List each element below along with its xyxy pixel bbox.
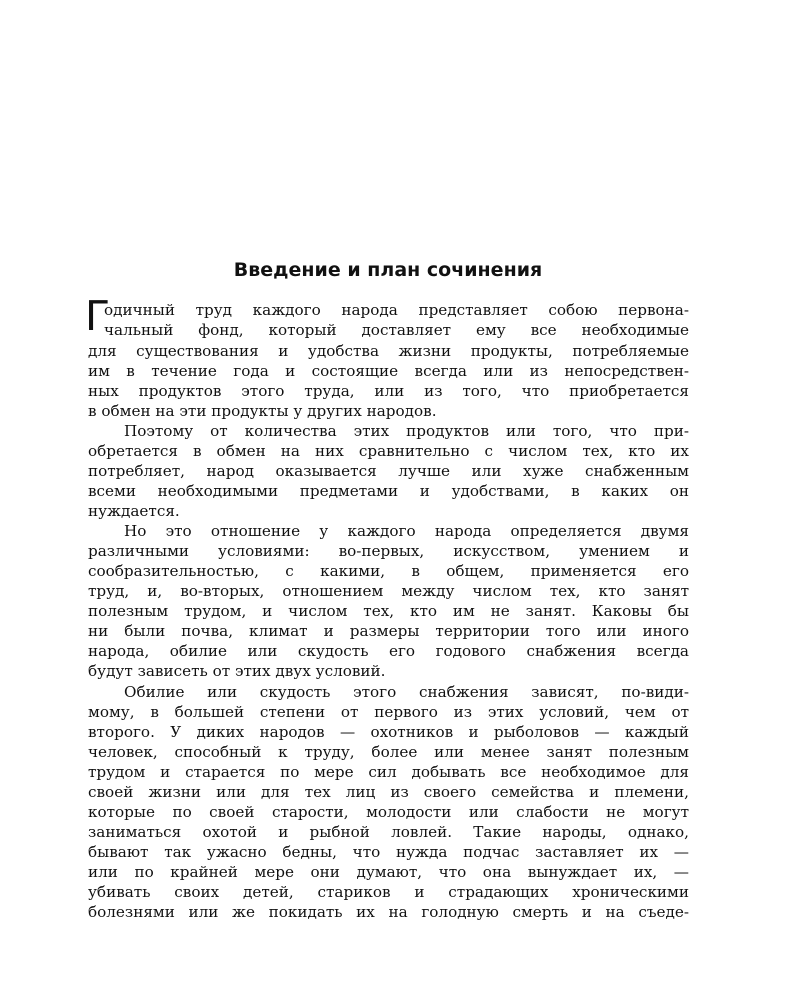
text-line: обретается в обмен на них сравнительно с числом тех, кто их bbox=[88, 442, 689, 460]
text-line: трудом и старается по мере сил добывать все необходимое для bbox=[88, 763, 689, 781]
text-line: сообразительностью, с какими, в общем, применяется его bbox=[88, 562, 689, 580]
text-line: народа, обилие или скудость его годового снабжения всегда bbox=[88, 642, 689, 660]
text-line: для существования и удобства жизни продукты, потребляемые bbox=[88, 342, 689, 360]
text-line: труд, и, во-вторых, отношением между числом тех, кто занят bbox=[88, 582, 689, 600]
text-line: различными условиями: во-первых, искусством, умением и bbox=[88, 542, 689, 560]
text-line: одичный труд каждого народа представляет собою первона- bbox=[104, 301, 689, 319]
text-line: убивать своих детей, стариков и страдающих хроническими bbox=[88, 883, 689, 901]
text-line: которые по своей старости, молодости или слабости не могут bbox=[88, 803, 689, 821]
text-line: всеми необходимыми предметами и удобствами, в каких он bbox=[88, 482, 689, 500]
text-line: человек, способный к труду, более или менее занят полезным bbox=[88, 743, 689, 761]
text-line: Поэтому от количества этих продуктов или того, что при- bbox=[124, 422, 689, 440]
text-line: второго. У диких народов — охотников и рыболовов — каждый bbox=[88, 723, 689, 741]
text-line: заниматься охотой и рыбной ловлей. Такие народы, однако, bbox=[88, 823, 689, 841]
text-line: ни были почва, климат и размеры территории того или иного bbox=[88, 622, 689, 640]
drop-cap-letter: Г bbox=[85, 292, 111, 340]
text-line: или по крайней мере они думают, что она вынуждает их, — bbox=[88, 863, 689, 881]
text-line: своей жизни или для тех лиц из своего семейства и племени, bbox=[88, 783, 689, 801]
text-line: болезнями или же покидать их на голодную смерть и на съеде- bbox=[88, 903, 689, 921]
text-line: нуждается. bbox=[88, 502, 180, 520]
text-line: полезным трудом, и числом тех, кто им не занят. Каковы бы bbox=[88, 602, 689, 620]
text-line: Обилие или скудость этого снабжения зависят, по-види- bbox=[124, 683, 689, 701]
text-line: будут зависеть от этих двух условий. bbox=[88, 662, 386, 680]
text-line: ных продуктов этого труда, или из того, что приобретается bbox=[88, 382, 689, 400]
chapter-title: Введение и план сочинения bbox=[233, 259, 543, 281]
text-line: чальный фонд, который доставляет ему все необходимые bbox=[104, 321, 689, 339]
text-line: им в течение года и состоящие всегда или из непосредствен- bbox=[88, 362, 689, 380]
text-line: Но это отношение у каждого народа определяется двумя bbox=[124, 522, 689, 540]
text-line: мому, в большей степени от первого из этих условий, чем от bbox=[88, 703, 689, 721]
text-line: в обмен на эти продукты у других народов. bbox=[88, 402, 437, 420]
text-line: бывают так ужасно бедны, что нужда подчас заставляет их — bbox=[88, 843, 689, 861]
text-line: потребляет, народ оказывается лучше или хуже снабженным bbox=[88, 462, 689, 480]
